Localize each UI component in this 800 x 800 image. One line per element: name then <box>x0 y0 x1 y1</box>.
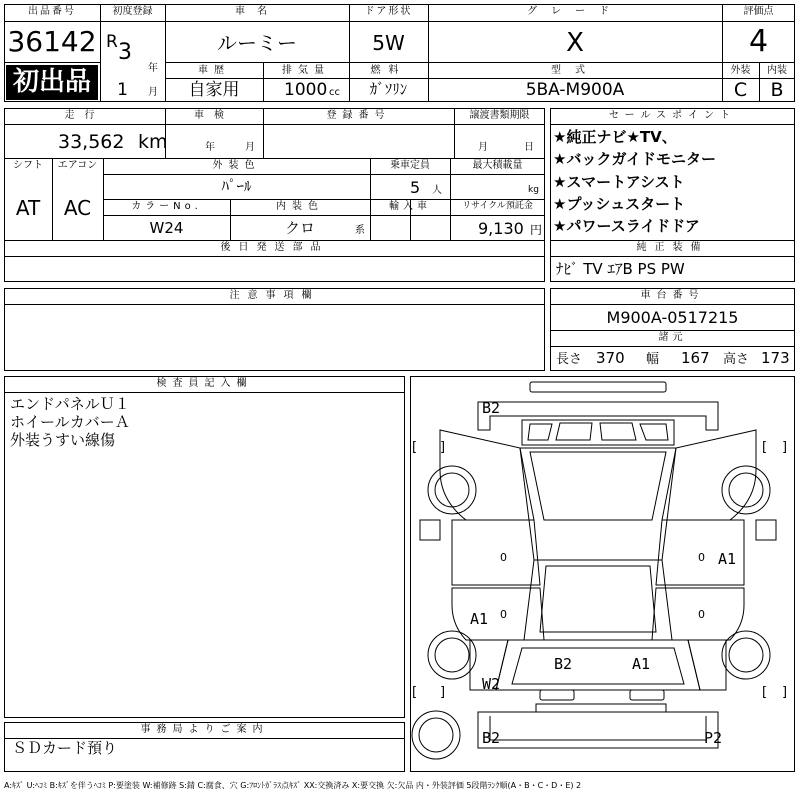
inspection-year-unit: 年 <box>205 142 215 153</box>
lot-number-label: 出品番号 <box>28 6 76 17</box>
width-label: 幅 <box>646 352 660 367</box>
rear-right-bracket-close: ] <box>782 685 788 700</box>
inspector-line-2: ホイールカバーＡ <box>10 413 130 431</box>
door-type: 5W <box>372 31 405 55</box>
damage-mark-left-rear-door: A1 <box>470 610 489 628</box>
exterior-grade-label: 外装 <box>730 65 751 76</box>
width-value: 167 <box>681 349 710 367</box>
inspector-line-3: 外装うすい線傷 <box>10 431 116 449</box>
interior-grade: B <box>770 79 784 101</box>
specs-label: 諸元 <box>658 332 687 343</box>
sales-point-4: ★プッシュスタート <box>553 195 686 213</box>
seating-capacity-label: 乗車定員 <box>390 160 430 171</box>
damage-code-legend: A:ｷｽﾞ U:ﾍｺﾐ B:ｷｽﾞを伴うﾍｺﾐ P:要塗装 W:補修跡 S:錆 C:腐食、穴 G:ﾌﾛﾝﾄｶﾞﾗｽ点ｷｽﾞ XX:交換済み X:要交換 欠:欠品 内・外装評価 5段階ﾗﾝｸ順(A・B・C・D・E) 2 <box>4 781 582 790</box>
first-listing-badge-text: 初出品 <box>12 67 91 97</box>
sales-point-5: ★パワースライドドア <box>553 217 700 235</box>
seating-capacity: 5 <box>410 178 421 197</box>
damage-mark-left-rear-fender: W2 <box>482 675 501 693</box>
mileage-label: 走行 <box>64 110 105 121</box>
length-label: 長さ <box>556 352 583 367</box>
zero-mark-left-rear: 0 <box>500 608 507 621</box>
max-load-label: 最大積載量 <box>472 160 523 171</box>
import-car-label: 輸入車 <box>389 201 431 212</box>
equipment-label: 純正装備 <box>636 242 709 253</box>
zero-mark-right-rear: 0 <box>698 608 705 621</box>
displacement-unit: cc <box>329 87 340 98</box>
front-left-bracket-close: ] <box>440 440 446 455</box>
transfer-day-unit: 日 <box>524 142 534 153</box>
inspector-line-1: エンドパネルＵ１ <box>10 395 130 413</box>
displacement: 1000 <box>284 80 328 100</box>
inspector-label: 検査員記入欄 <box>156 378 253 389</box>
first-registration-label: 初度登録 <box>112 6 153 17</box>
inspection-label: 車検 <box>194 110 234 121</box>
fuel-type: ｶﾞｿﾘﾝ <box>369 80 408 98</box>
recycle-deposit: 9,130 <box>478 219 524 238</box>
zero-mark-right-front: 0 <box>698 551 705 564</box>
grade: X <box>566 28 584 58</box>
zero-mark-left-front: 0 <box>500 551 507 564</box>
equipment-list: ﾅﾋﾞ TV ｴｱB PS PW <box>556 260 685 278</box>
sales-point-3: ★スマートアシスト <box>553 173 685 191</box>
rear-left-bracket-close: ] <box>440 685 446 700</box>
front-right-bracket-open: [ <box>762 440 768 455</box>
registration-month: 1 <box>117 80 128 100</box>
plate-number-label: 登録番号 <box>326 110 391 121</box>
air-conditioner: AC <box>63 196 92 220</box>
length-value: 370 <box>596 349 625 367</box>
car-name: ルーミー <box>217 31 297 55</box>
chassis-number-label: 車台番号 <box>640 290 705 301</box>
damage-mark-front-bumper: B2 <box>482 399 501 417</box>
recycle-deposit-label: リサイクル預託金 <box>462 201 533 211</box>
shift-label: シフト <box>13 160 43 171</box>
damage-mark-rear-bumper-left: B2 <box>482 729 501 747</box>
era-year: 3 <box>118 40 132 65</box>
front-left-bracket-open: [ <box>412 440 418 455</box>
sales-point-2: ★バックガイドモニター <box>553 150 716 168</box>
lot-number: 36142 <box>7 25 97 58</box>
model-code: 5BA-M900A <box>525 80 625 100</box>
damage-mark-roof-rear-left: B2 <box>554 655 573 673</box>
transfer-month-unit: 月 <box>478 142 488 153</box>
inspection-month-unit: 月 <box>245 142 255 153</box>
interior-grade-label: 内装 <box>767 65 787 76</box>
damage-mark-roof-rear-right: A1 <box>632 655 651 673</box>
sales-points-label: セールスポイント <box>608 110 737 121</box>
model-code-label: 型式 <box>551 65 599 76</box>
grade-label: グレード <box>527 6 623 17</box>
score-label: 評価点 <box>743 6 774 17</box>
recycle-deposit-unit: 円 <box>530 223 543 237</box>
era-prefix: R <box>106 32 118 52</box>
damage-mark-right-front-door: A1 <box>718 550 737 568</box>
notes-label: 注意事項欄 <box>229 290 320 301</box>
height-value: 173 <box>761 349 790 367</box>
fuel-label: 燃料 <box>370 65 407 76</box>
exterior-color: ﾊﾟｰﾙ <box>221 177 252 195</box>
front-right-bracket-close: ] <box>782 440 788 455</box>
auction-score: 4 <box>748 24 769 59</box>
chassis-number: M900A-0517215 <box>606 308 739 327</box>
seating-capacity-unit: 人 <box>432 185 442 196</box>
exterior-color-label: 外装色 <box>212 160 261 171</box>
interior-color: クロ <box>284 219 315 237</box>
color-number: W24 <box>149 219 184 237</box>
max-load-unit: kg <box>528 185 539 195</box>
office-notice: ＳＤカード預り <box>12 739 118 757</box>
door-type-label: ドア形状 <box>364 6 413 17</box>
interior-color-label: 内装色 <box>276 201 324 212</box>
month-unit: 月 <box>148 87 158 98</box>
color-number-label: カラーNo. <box>131 201 202 212</box>
shift-type: AT <box>15 196 41 220</box>
exterior-grade: C <box>733 79 748 101</box>
transfer-deadline-label: 譲渡書類期限 <box>469 110 530 121</box>
mileage: 33,562 <box>58 131 125 153</box>
damage-mark-rear-bumper-right: P2 <box>704 729 723 747</box>
vehicle-history: 自家用 <box>188 80 240 100</box>
displacement-label: 排気量 <box>282 65 330 76</box>
height-label: 高さ <box>723 352 750 367</box>
later-parts-label: 後日発送部品 <box>220 242 329 253</box>
vehicle-history-label: 車歴 <box>198 65 230 76</box>
car-name-label: 車名 <box>235 6 279 17</box>
interior-color-unit: 系 <box>355 225 365 236</box>
year-unit: 年 <box>148 63 158 74</box>
office-notice-label: 事務局よりご案内 <box>140 724 269 735</box>
sales-point-1: ★純正ナビ★TV、 <box>553 128 677 146</box>
rear-left-bracket-open: [ <box>412 685 418 700</box>
air-conditioner-label: エアコン <box>57 160 98 171</box>
mileage-unit: km <box>138 131 168 153</box>
rear-right-bracket-open: [ <box>762 685 768 700</box>
